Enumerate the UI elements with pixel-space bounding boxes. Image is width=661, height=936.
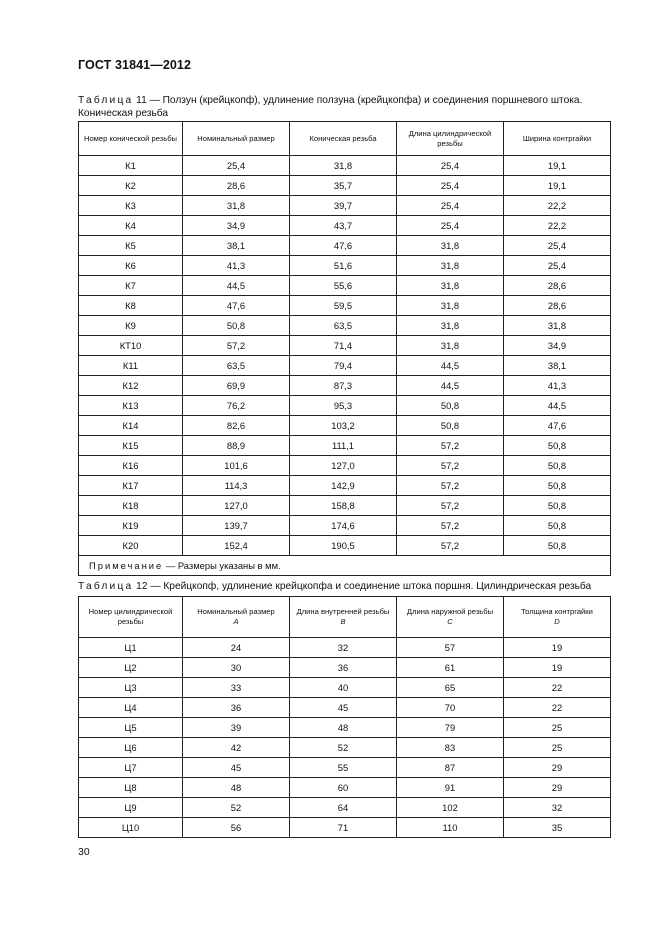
table-11-row xyxy=(79,356,611,376)
table-11-header-cell: Номер конической резьбы xyxy=(79,122,183,156)
document-header: ГОСТ 31841—2012 xyxy=(78,58,192,72)
table-12-row xyxy=(79,758,611,778)
table-12-row-cell: Ц5 xyxy=(79,718,183,738)
table-12-caption-text: 12 — Крейцкопф, удлинение крейцкопфа и соединение штока поршня. Цилиндрическая резьба xyxy=(133,581,592,592)
table-12-row-cell: Ц6 xyxy=(79,738,183,758)
table-11-row-cell: К4 xyxy=(79,216,183,236)
table-11-row-cell: 82,6 xyxy=(183,416,290,436)
table-11-row-cell: 31,8 xyxy=(504,316,611,336)
table-12-row-cell: 48 xyxy=(290,718,397,738)
table-11-row-cell: 59,5 xyxy=(290,296,397,316)
table-11-row-cell: 114,3 xyxy=(183,476,290,496)
table-11-row-cell: 57,2 xyxy=(397,476,504,496)
table-12-header-symbol: A xyxy=(233,617,239,626)
table-12-caption xyxy=(78,580,618,593)
table-11-row-cell: 57,2 xyxy=(397,456,504,476)
table-11-row-cell: 41,3 xyxy=(504,376,611,396)
table-12-row-cell: Ц8 xyxy=(79,778,183,798)
table-11-row-cell: 103,2 xyxy=(290,416,397,436)
table-12-header-title: Длина внутренней резьбы xyxy=(296,607,390,616)
table-11-row-cell: 152,4 xyxy=(183,536,290,556)
table-11-row-cell: 174,6 xyxy=(290,516,397,536)
table-11-row-cell: 50,8 xyxy=(504,476,611,496)
table-12-row-cell: 64 xyxy=(290,798,397,818)
table-12-row xyxy=(79,718,611,738)
table-11-note-row xyxy=(79,556,611,576)
table-12-row-cell: 36 xyxy=(290,658,397,678)
table-11-row-cell: 43,7 xyxy=(290,216,397,236)
table-11-row-cell: 19,1 xyxy=(504,156,611,176)
table-11-row-cell: 38,1 xyxy=(504,356,611,376)
table-11-row xyxy=(79,196,611,216)
page-number: 30 xyxy=(78,846,90,858)
table-11-note xyxy=(79,556,611,576)
table-12-row-cell: 61 xyxy=(397,658,504,678)
table-12-row xyxy=(79,738,611,758)
table-11-row-cell: 57,2 xyxy=(183,336,290,356)
table-12-header-title: Толщина контргайки xyxy=(521,607,593,616)
table-11-row-cell: 88,9 xyxy=(183,436,290,456)
table-11-row-cell: 31,8 xyxy=(397,296,504,316)
table-11-row xyxy=(79,496,611,516)
table-11-header-cell: Ширина контргайки xyxy=(504,122,611,156)
table-11-row-cell: 142,9 xyxy=(290,476,397,496)
table-11-row-cell: 190,5 xyxy=(290,536,397,556)
table-11-row-cell: 28,6 xyxy=(504,276,611,296)
table-12-row-cell: 52 xyxy=(183,798,290,818)
table-11-header-row xyxy=(79,122,611,156)
table-11-row-cell: 63,5 xyxy=(183,356,290,376)
table-12-row-cell: 52 xyxy=(290,738,397,758)
table-12-row-cell: 25 xyxy=(504,718,611,738)
table-12-row-cell: Ц7 xyxy=(79,758,183,778)
table-11-row-cell: 87,3 xyxy=(290,376,397,396)
table-11-row-cell: 57,2 xyxy=(397,496,504,516)
table-11-row-cell: 139,7 xyxy=(183,516,290,536)
table-11-row-cell: 95,3 xyxy=(290,396,397,416)
table-12-row-cell: Ц10 xyxy=(79,818,183,838)
table-11-row-cell: 127,0 xyxy=(290,456,397,476)
table-12-row-cell: 36 xyxy=(183,698,290,718)
table-11-row-cell: 31,8 xyxy=(183,196,290,216)
table-11-row-cell: К6 xyxy=(79,256,183,276)
table-12-row xyxy=(79,698,611,718)
table-11-row xyxy=(79,436,611,456)
table-11-row xyxy=(79,536,611,556)
table-12-row-cell: Ц2 xyxy=(79,658,183,678)
table-11-row xyxy=(79,236,611,256)
table-12-row-cell: 19 xyxy=(504,638,611,658)
table-11-row-cell: К20 xyxy=(79,536,183,556)
table-11-row-cell: К16 xyxy=(79,456,183,476)
table-11-row-cell: 44,5 xyxy=(397,356,504,376)
table-12-row-cell: 25 xyxy=(504,738,611,758)
table-11-row-cell: 31,8 xyxy=(290,156,397,176)
table-12-row-cell: 102 xyxy=(397,798,504,818)
table-11-row-cell: КТ10 xyxy=(79,336,183,356)
table-12-row-cell: 48 xyxy=(183,778,290,798)
table-11-row-cell: К11 xyxy=(79,356,183,376)
table-12-row-cell: 32 xyxy=(504,798,611,818)
table-11-row xyxy=(79,456,611,476)
table-11-row xyxy=(79,396,611,416)
table-11-row-cell: 41,3 xyxy=(183,256,290,276)
table-12-header-cell xyxy=(504,597,611,638)
table-12-row xyxy=(79,638,611,658)
table-11-row-cell: 50,8 xyxy=(504,496,611,516)
table-12-row-cell: 60 xyxy=(290,778,397,798)
table-12-row-cell: 42 xyxy=(183,738,290,758)
table-11-row-cell: 25,4 xyxy=(504,236,611,256)
table-12-header-symbol: D xyxy=(554,617,560,626)
table-12-row-cell: 24 xyxy=(183,638,290,658)
table-11-row-cell: 44,5 xyxy=(504,396,611,416)
table-11-row-cell: 28,6 xyxy=(183,176,290,196)
table-12-row-cell: 57 xyxy=(397,638,504,658)
table-11-row-cell: 111,1 xyxy=(290,436,397,456)
table-11-row-cell: 47,6 xyxy=(504,416,611,436)
table-12-row xyxy=(79,658,611,678)
table-11-row-cell: К14 xyxy=(79,416,183,436)
table-12-header-cell xyxy=(290,597,397,638)
table-12-row-cell: 29 xyxy=(504,758,611,778)
table-11-header-cell: Длина цилиндрической резьбы xyxy=(397,122,504,156)
table-11-row-cell: 25,4 xyxy=(183,156,290,176)
table-12-row-cell: 87 xyxy=(397,758,504,778)
table-11-row xyxy=(79,216,611,236)
table-11-caption-text: 11 — Ползун (крейцкопф), удлинение ползуна (крейцкопфа) и соединения поршневого штока. Коническая резьба xyxy=(78,95,583,119)
table-11-row-cell: 25,4 xyxy=(504,256,611,276)
table-12-header-cell xyxy=(397,597,504,638)
table-12-row-cell: 39 xyxy=(183,718,290,738)
table-11-header-cell: Коническая резьба xyxy=(290,122,397,156)
table-11-note-label: Примечание xyxy=(89,560,164,571)
table-11-row-cell: К18 xyxy=(79,496,183,516)
table-12-row-cell: 56 xyxy=(183,818,290,838)
table-12-row-cell: 45 xyxy=(290,698,397,718)
table-11-row-cell: 51,6 xyxy=(290,256,397,276)
table-12-row-cell: 29 xyxy=(504,778,611,798)
table-11-row xyxy=(79,416,611,436)
table-12-row-cell: 91 xyxy=(397,778,504,798)
table-12-row-cell: 22 xyxy=(504,678,611,698)
table-12-header-title: Номер цилиндрической резьбы xyxy=(88,607,173,626)
table-11-row-cell: 101,6 xyxy=(183,456,290,476)
table-11-caption xyxy=(78,94,608,120)
table-11-row-cell: 34,9 xyxy=(183,216,290,236)
table-12-header-cell xyxy=(79,597,183,638)
table-12-caption-label: Таблица xyxy=(78,581,134,592)
table-11-row-cell: 76,2 xyxy=(183,396,290,416)
table-11-row-cell: 71,4 xyxy=(290,336,397,356)
table-11-row-cell: 25,4 xyxy=(397,216,504,236)
table-12-header-row xyxy=(79,597,611,638)
table-12-row-cell: 32 xyxy=(290,638,397,658)
table-11-row-cell: 38,1 xyxy=(183,236,290,256)
table-12-row-cell: 35 xyxy=(504,818,611,838)
table-11-row-cell: 158,8 xyxy=(290,496,397,516)
table-12-row-cell: Ц9 xyxy=(79,798,183,818)
table-11-row-cell: 50,8 xyxy=(504,436,611,456)
table-12-row-cell: 19 xyxy=(504,658,611,678)
table-11-row-cell: 50,8 xyxy=(397,416,504,436)
table-11-row-cell: 47,6 xyxy=(183,296,290,316)
table-12-row-cell: 45 xyxy=(183,758,290,778)
table-12-header-title: Номинальный размер xyxy=(197,607,275,616)
table-12-row-cell: Ц4 xyxy=(79,698,183,718)
table-12-row xyxy=(79,678,611,698)
table-11-row-cell: 50,8 xyxy=(504,536,611,556)
table-11-row xyxy=(79,156,611,176)
table-11-row xyxy=(79,376,611,396)
table-11-row-cell: 127,0 xyxy=(183,496,290,516)
table-11-row-cell: 31,8 xyxy=(397,316,504,336)
table-12-header-symbol: C xyxy=(447,617,453,626)
table-11-row-cell: 57,2 xyxy=(397,536,504,556)
table-11-row xyxy=(79,176,611,196)
table-11-row-cell: 22,2 xyxy=(504,216,611,236)
table-11-row-cell: 19,1 xyxy=(504,176,611,196)
table-12-row xyxy=(79,778,611,798)
table-12-row-cell: 55 xyxy=(290,758,397,778)
table-11-note-text: — Размеры указаны в мм. xyxy=(163,560,281,571)
table-11-row-cell: К3 xyxy=(79,196,183,216)
table-11-row xyxy=(79,516,611,536)
table-11-row xyxy=(79,316,611,336)
table-12-row-cell: 70 xyxy=(397,698,504,718)
table-11-row-cell: 47,6 xyxy=(290,236,397,256)
table-11-row-cell: К7 xyxy=(79,276,183,296)
table-12-header-title: Длина наружной резьбы xyxy=(406,607,494,616)
table-11-row-cell: 63,5 xyxy=(290,316,397,336)
table-12-row-cell: 71 xyxy=(290,818,397,838)
table-12-row-cell: 65 xyxy=(397,678,504,698)
table-12-row-cell: 110 xyxy=(397,818,504,838)
table-11-caption-label: Таблица xyxy=(78,95,134,106)
table-11-row-cell: 25,4 xyxy=(397,156,504,176)
table-12-row-cell: 79 xyxy=(397,718,504,738)
table-11-header-cell: Номинальный размер xyxy=(183,122,290,156)
table-11-row-cell: 31,8 xyxy=(397,256,504,276)
table-11-row-cell: 31,8 xyxy=(397,236,504,256)
table-11-row-cell: 25,4 xyxy=(397,176,504,196)
table-11-row-cell: 69,9 xyxy=(183,376,290,396)
table-11-row-cell: 50,8 xyxy=(183,316,290,336)
table-11-row-cell: 79,4 xyxy=(290,356,397,376)
table-11-row-cell: К2 xyxy=(79,176,183,196)
table-11-row xyxy=(79,476,611,496)
table-11-row-cell: К1 xyxy=(79,156,183,176)
table-11-row-cell: 31,8 xyxy=(397,336,504,356)
table-11-row-cell: 57,2 xyxy=(397,436,504,456)
table-12-row xyxy=(79,798,611,818)
table-11-row-cell: К8 xyxy=(79,296,183,316)
table-11-row-cell: 57,2 xyxy=(397,516,504,536)
table-11-row-cell: К17 xyxy=(79,476,183,496)
table-12-row-cell: 22 xyxy=(504,698,611,718)
table-11-row-cell: 44,5 xyxy=(397,376,504,396)
table-12-row-cell: 40 xyxy=(290,678,397,698)
table-12-header-cell xyxy=(183,597,290,638)
table-11-row-cell: К19 xyxy=(79,516,183,536)
table-12-row xyxy=(79,818,611,838)
table-12-row-cell: Ц3 xyxy=(79,678,183,698)
table-12-row-cell: 30 xyxy=(183,658,290,678)
table-11 xyxy=(78,121,611,576)
table-11-row-cell: К15 xyxy=(79,436,183,456)
table-11-row-cell: 25,4 xyxy=(397,196,504,216)
table-12-row-cell: 33 xyxy=(183,678,290,698)
table-11-row-cell: К9 xyxy=(79,316,183,336)
table-11-row-cell: К12 xyxy=(79,376,183,396)
table-11-row-cell: 50,8 xyxy=(504,516,611,536)
table-11-row-cell: 55,6 xyxy=(290,276,397,296)
table-11-row-cell: 34,9 xyxy=(504,336,611,356)
table-12-row-cell: Ц1 xyxy=(79,638,183,658)
table-11-row-cell: 44,5 xyxy=(183,276,290,296)
table-11-row-cell: 39,7 xyxy=(290,196,397,216)
table-11-row-cell: 35,7 xyxy=(290,176,397,196)
table-11-row-cell: 22,2 xyxy=(504,196,611,216)
table-11-row-cell: 28,6 xyxy=(504,296,611,316)
table-11-row xyxy=(79,336,611,356)
table-11-row-cell: 31,8 xyxy=(397,276,504,296)
table-11-row xyxy=(79,256,611,276)
table-11-row-cell: К13 xyxy=(79,396,183,416)
table-11-row xyxy=(79,296,611,316)
table-12-row-cell: 83 xyxy=(397,738,504,758)
table-11-row-cell: К5 xyxy=(79,236,183,256)
table-11-row-cell: 50,8 xyxy=(504,456,611,476)
table-12-header-symbol: B xyxy=(340,617,346,626)
table-11-row-cell: 50,8 xyxy=(397,396,504,416)
table-11-row xyxy=(79,276,611,296)
table-12 xyxy=(78,596,611,838)
